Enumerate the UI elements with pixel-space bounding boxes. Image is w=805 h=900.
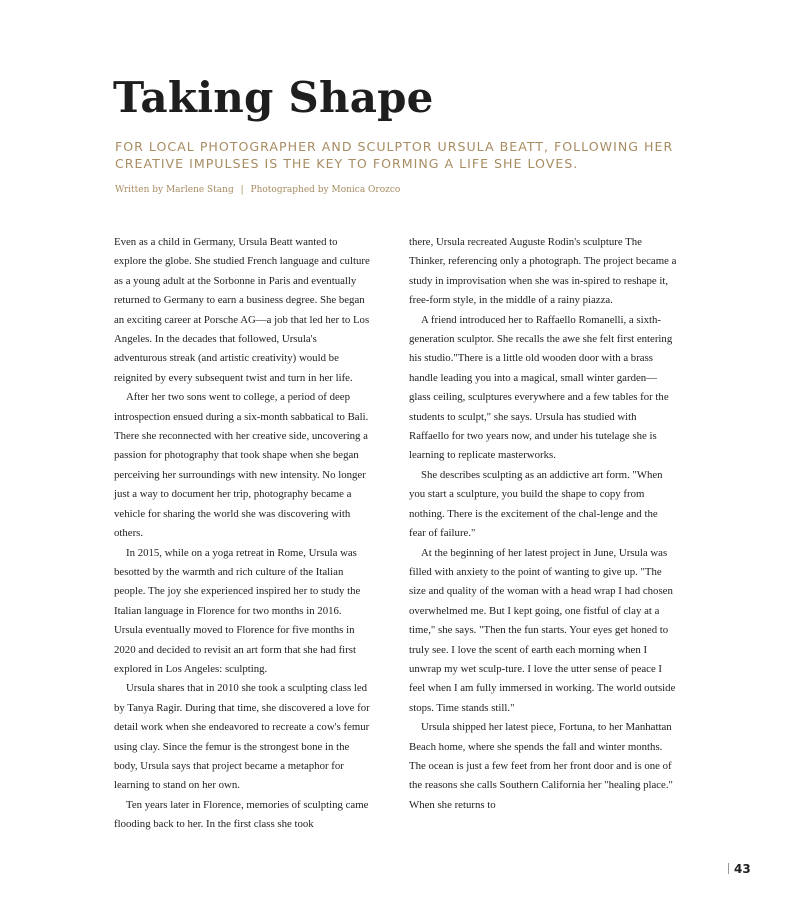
article-title: Taking Shape xyxy=(113,73,434,122)
page-number xyxy=(728,862,751,876)
byline-photographer: Photographed by Monica Orozco xyxy=(250,185,401,195)
paragraph: Ten years later in Florence, memories of sculpting came flooding back to her. In the first class she took xyxy=(114,798,369,831)
paragraph: After her two sons went to college, a period of deep introspection ensued during a six-month sabbatical to Bali. There she reconnected with her creative side, uncovering a passion for photography that took shape when she began perceiving her surroundings with new intensity. No longer just a way to document her trip, photography became a vehicle for sharing the world she was discovering with others. xyxy=(114,391,369,540)
article-deck: FOR LOCAL PHOTOGRAPHER AND SCULPTOR URSULA BEATT, FOLLOWING HER CREATIVE IMPULSES IS THE KEY TO FORMING A LIFE SHE LOVES. xyxy=(115,139,674,171)
right-column xyxy=(409,233,677,815)
paragraph: At the beginning of her latest project in June, Ursula was filled with anxiety to the point of wanting to give up. "The size and quality of the woman with a head wrap I had chosen overwhelmed me. But I kept going, one fistful of clay at a time," she says. "Then the fun starts. Your eyes get honed to truly see. I love the scent of earth each morning when I unwrap my wet sculp-ture. I love the utter sense of peace I feel when I am fully immersed in working. The world outside stops. Time stands still." xyxy=(409,546,676,714)
paragraph: Ursula shipped her latest piece, Fortuna, to her Manhattan Beach home, where she spends the fall and winter months. The ocean is just a few feet from her front door and is one of the reasons she calls Southern California her "healing place." When she returns to xyxy=(409,721,673,811)
byline-separator: | xyxy=(240,185,244,195)
paragraph: In 2015, while on a yoga retreat in Rome, Ursula was besotted by the warmth and rich culture of the Italian people. The joy she experienced inspired her to study the Italian language in Florence for two months in 2016. Ursula eventually moved to Florence for five months in 2020 and decided to revisit an art form that she had first explored in Los Angeles: sculpting. xyxy=(114,546,361,675)
page-number-value: 43 xyxy=(734,862,751,876)
paragraph: Ursula shares that in 2010 she took a sculpting class led by Tanya Ragir. During that time, she discovered a love for detail work when she endeavored to recreate a cow's femur using clay. Since the femur is the strongest bone in the body, Ursula says that project became a metaphor for learning to stand on her own. xyxy=(114,682,370,792)
paragraph: there, Ursula recreated Auguste Rodin's sculpture The Thinker, referencing only a photograph. The project became a study in improvisation when she was in-spired to reshape it, free-form style, in the middle of a rainy piazza. xyxy=(409,236,677,307)
paragraph: A friend introduced her to Raffaello Romanelli, a sixth-generation sculptor. She recalls the awe she felt first entering his studio."There is a little old wooden door with a brass handle leading you into a magical, small winter garden—glass ceiling, sculptures everywhere and a few tables for the students to sculpt," she says. Ursula has studied with Raffaello for two years now, and under his tutelage she is learning to replicate masterworks. xyxy=(409,313,673,462)
paragraph: Even as a child in Germany, Ursula Beatt wanted to explore the globe. She studied French language and culture as a young adult at the Sorbonne in Paris and eventually returned to Germany to earn a business degree. She began an exciting career at Porsche AG—a job that led her to Los Angeles. In the decades that followed, Ursula's adventurous streak (and artistic creativity) would be reignited by every subsequent twist and turn in her life. xyxy=(114,236,370,384)
page-number-divider xyxy=(728,863,729,874)
left-column xyxy=(114,233,372,835)
byline-writer: Written by Marlene Stang xyxy=(115,185,234,195)
byline xyxy=(115,185,400,195)
paragraph: She describes sculpting as an addictive art form. "When you start a sculpture, you build the shape to copy from nothing. There is the excitement of the chal-lenge and the fear of failure." xyxy=(409,468,663,540)
